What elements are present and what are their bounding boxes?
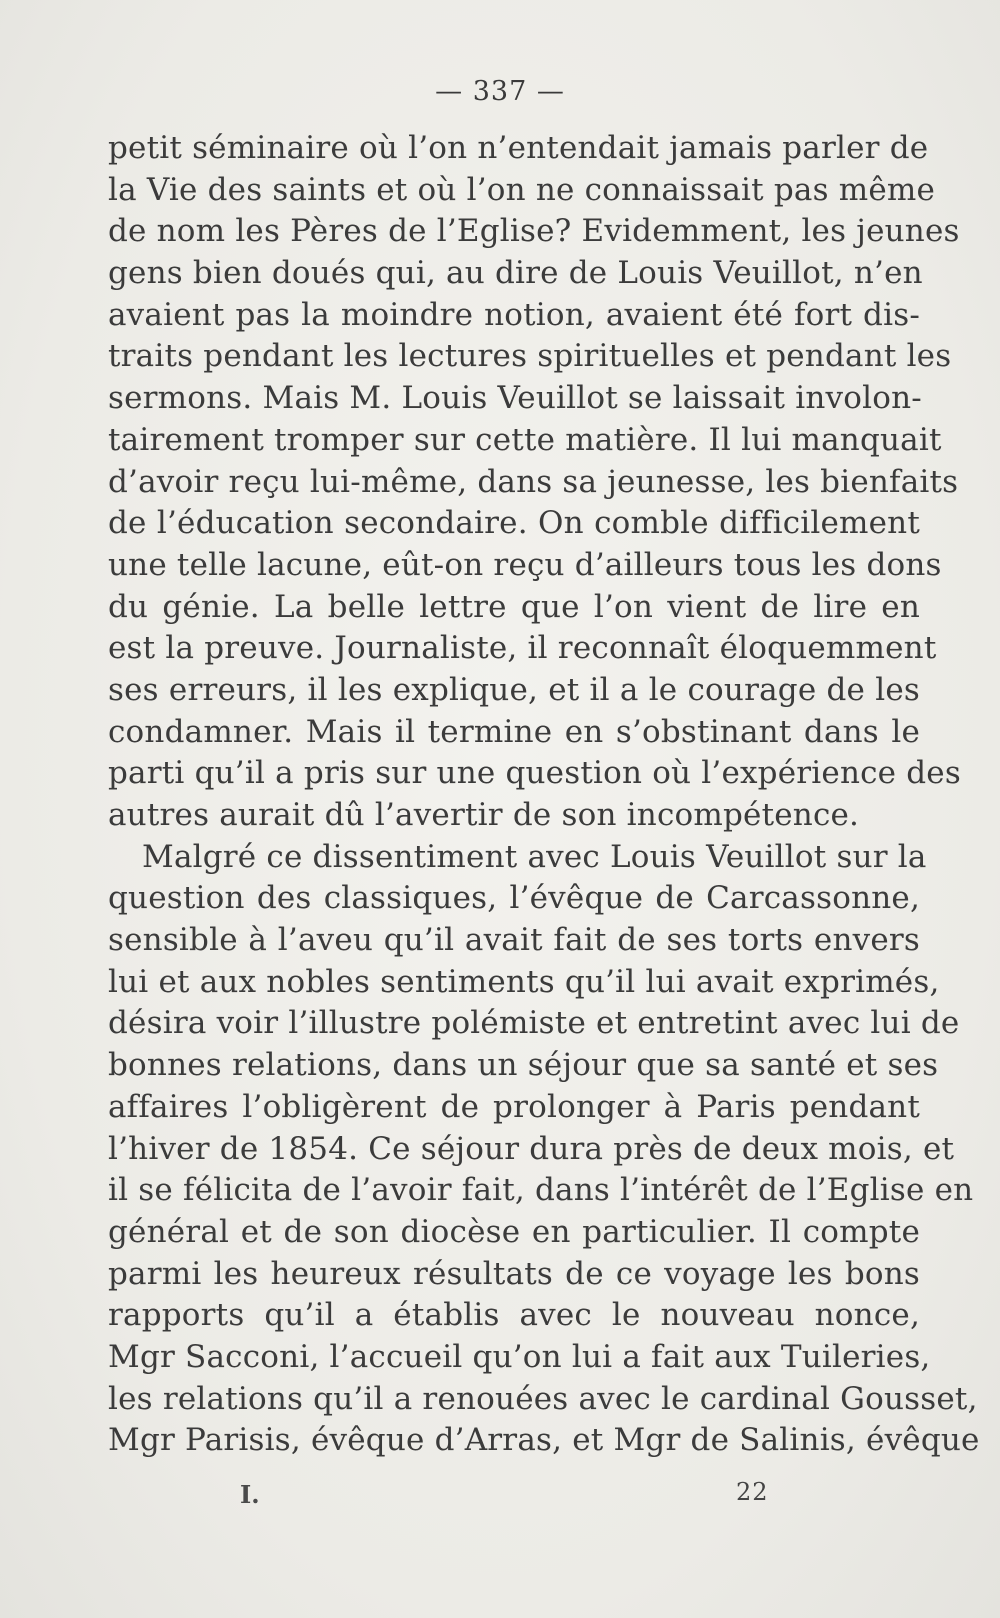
- text-line-paragraph-start: Malgré ce dissentiment avec Louis Veuillot sur la: [142, 838, 927, 875]
- text-line: sermons. Mais M. Louis Veuillot se laissait involon-: [108, 380, 922, 417]
- text-line: avaient pas la moindre notion, avaient été fort dis-: [108, 296, 920, 333]
- text-line: de l’éducation secondaire. On comble difficilement: [108, 505, 920, 542]
- text-line: il se félicita de l’avoir fait, dans l’intérêt de l’Eglise en: [108, 1172, 974, 1209]
- text-line: une telle lacune, eût-on reçu d’ailleurs tous les dons: [108, 546, 942, 583]
- text-line: de nom les Pères de l’Eglise? Evidemment, les jeunes: [108, 213, 960, 250]
- text-line: petit séminaire où l’on n’entendait jamais parler de: [108, 130, 929, 166]
- text-line: les relations qu’il a renouées avec le cardinal Gousset,: [108, 1380, 978, 1417]
- text-line: du génie. La belle lettre que l’on vient de lire en: [108, 588, 920, 625]
- text-line: lui et aux nobles sentiments qu’il lui avait exprimés,: [108, 963, 940, 1000]
- text-line: l’hiver de 1854. Ce séjour dura près de deux mois, et: [108, 1130, 955, 1167]
- text-line: traits pendant les lectures spirituelles et pendant les: [108, 338, 952, 375]
- text-line: gens bien doués qui, au dire de Louis Veuillot, n’en: [108, 255, 923, 292]
- text-line: est la preuve. Journaliste, il reconnaît éloquemment: [108, 630, 937, 667]
- page-number: — 337 —: [435, 76, 565, 107]
- text-line: autres aurait dû l’avertir de son incompétence.: [108, 797, 860, 833]
- text-line: désira voir l’illustre polémiste et entretint avec lui de: [108, 1005, 960, 1042]
- text-line: la Vie des saints et où l’on ne connaissait pas même: [108, 171, 936, 208]
- text-line: parmi les heureux résultats de ce voyage les bons: [108, 1255, 920, 1292]
- text-line: général et de son diocèse en particulier. Il compte: [108, 1213, 920, 1250]
- text-line: Mgr Sacconi, l’accueil qu’on lui a fait aux Tuileries,: [108, 1338, 931, 1375]
- signature-number: 22: [736, 1478, 769, 1506]
- text-line: bonnes relations, dans un séjour que sa santé et ses: [108, 1047, 939, 1084]
- text-line: condamner. Mais il termine en s’obstinant dans le: [108, 713, 920, 750]
- text-line: sensible à l’aveu qu’il avait fait de ses torts envers: [108, 922, 920, 959]
- body-text: [108, 128, 980, 1462]
- text-line: tairement tromper sur cette matière. Il lui manquait: [108, 421, 942, 458]
- signature-mark: I.: [240, 1480, 260, 1509]
- text-line: parti qu’il a pris sur une question où l’expérience des: [108, 755, 961, 792]
- text-line: ses erreurs, il les explique, et il a le courage de les: [108, 671, 920, 708]
- text-line: question des classiques, l’évêque de Carcassonne,: [108, 880, 920, 917]
- text-line: affaires l’obligèrent de prolonger à Paris pendant: [108, 1088, 920, 1125]
- text-line: Mgr Parisis, évêque d’Arras, et Mgr de Salinis, évêque: [108, 1422, 980, 1459]
- text-line: d’avoir reçu lui-même, dans sa jeunesse, les bienfaits: [108, 463, 959, 500]
- text-line: rapports qu’il a établis avec le nouveau nonce,: [108, 1297, 920, 1334]
